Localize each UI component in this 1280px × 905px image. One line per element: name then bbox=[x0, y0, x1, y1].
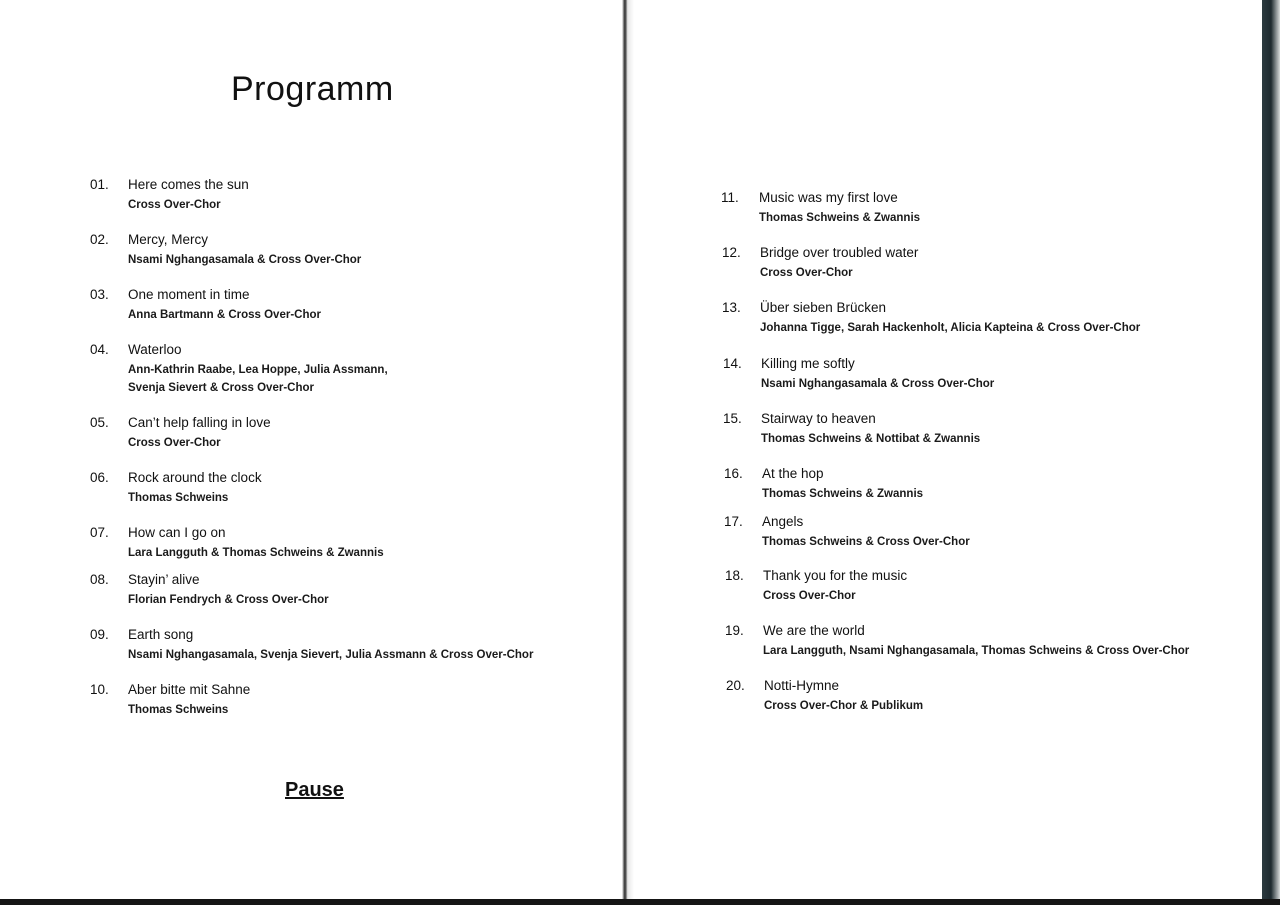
performer-line: Lara Langguth & Thomas Schweins & Zwannis bbox=[128, 547, 384, 559]
entry-song-title: Waterloo bbox=[128, 342, 182, 357]
entry-performers bbox=[763, 587, 856, 605]
performer-line: Cross Over-Chor bbox=[760, 267, 853, 279]
performer-line: Nsami Nghangasamala & Cross Over-Chor bbox=[761, 378, 995, 390]
entry-number: 19. bbox=[725, 623, 744, 638]
performer-line: Ann-Kathrin Raabe, Lea Hoppe, Julia Assmann, bbox=[128, 364, 388, 376]
entry-performers bbox=[128, 701, 228, 719]
performer-line: Florian Fendrych & Cross Over-Chor bbox=[128, 594, 329, 606]
entry-number: 20. bbox=[726, 678, 745, 693]
entry-number: 13. bbox=[722, 300, 741, 315]
entry-performers bbox=[128, 434, 221, 452]
performer-line: Thomas Schweins & Cross Over-Chor bbox=[762, 536, 970, 548]
entry-performers bbox=[763, 642, 1189, 660]
entry-song-title: Here comes the sun bbox=[128, 177, 249, 192]
performer-line: Cross Over-Chor bbox=[128, 199, 221, 211]
entry-performers bbox=[128, 251, 361, 269]
entry-song-title: Mercy, Mercy bbox=[128, 232, 208, 247]
entry-performers bbox=[762, 485, 923, 503]
entry-number: 15. bbox=[723, 411, 742, 426]
entry-song-title: Aber bitte mit Sahne bbox=[128, 682, 251, 697]
entry-performers bbox=[764, 697, 923, 715]
entry-song-title: Rock around the clock bbox=[128, 470, 262, 485]
entry-number: 03. bbox=[90, 287, 109, 302]
entry-number: 02. bbox=[90, 232, 109, 247]
entry-song-title: Über sieben Brücken bbox=[760, 300, 887, 315]
entry-performers bbox=[760, 319, 1140, 337]
entry-performers bbox=[128, 489, 228, 507]
entry-song-title: Music was my first love bbox=[759, 190, 898, 205]
entry-number: 01. bbox=[90, 177, 109, 192]
entry-performers bbox=[128, 544, 384, 562]
performer-line: Cross Over-Chor & Publikum bbox=[764, 700, 924, 712]
page-fold-shadow bbox=[628, 0, 634, 905]
entry-song-title: Stairway to heaven bbox=[761, 411, 876, 426]
entry-performers bbox=[760, 264, 853, 282]
left-page bbox=[0, 0, 625, 905]
performer-line: Thomas Schweins & Nottibat & Zwannis bbox=[761, 433, 981, 445]
entry-song-title: Earth song bbox=[128, 627, 194, 642]
entry-number: 17. bbox=[724, 514, 743, 529]
performer-line: Nsami Nghangasamala & Cross Over-Chor bbox=[128, 254, 362, 266]
entry-performers bbox=[128, 591, 329, 609]
entry-number: 18. bbox=[725, 568, 744, 583]
entry-song-title: Angels bbox=[762, 514, 804, 529]
entry-song-title: How can I go on bbox=[128, 525, 226, 540]
performer-line: Thomas Schweins bbox=[128, 492, 229, 504]
entry-song-title: Bridge over troubled water bbox=[760, 245, 919, 260]
entry-number: 08. bbox=[90, 572, 109, 587]
pause-heading: Pause bbox=[285, 779, 344, 801]
entry-song-title: We are the world bbox=[763, 623, 865, 638]
scan-edge-bottom bbox=[0, 899, 1280, 905]
entry-song-title: Stayin’ alive bbox=[128, 572, 200, 587]
performer-line: Svenja Sievert & Cross Over-Chor bbox=[128, 382, 314, 394]
entry-number: 16. bbox=[724, 466, 743, 481]
performer-line: Lara Langguth, Nsami Nghangasamala, Thomas Schweins & Cross Over-Chor bbox=[763, 645, 1190, 657]
entry-song-title: Thank you for the music bbox=[763, 568, 908, 583]
entry-number: 12. bbox=[722, 245, 741, 260]
entry-performers bbox=[128, 646, 533, 664]
entry-number: 09. bbox=[90, 627, 109, 642]
performer-line: Thomas Schweins & Zwannis bbox=[762, 488, 924, 500]
performer-line: Cross Over-Chor bbox=[763, 590, 856, 602]
entry-song-title: Can’t help falling in love bbox=[128, 415, 271, 430]
entry-performers bbox=[128, 196, 221, 214]
entry-song-title: At the hop bbox=[762, 466, 824, 481]
entry-number: 05. bbox=[90, 415, 109, 430]
entry-number: 14. bbox=[723, 356, 742, 371]
performer-line: Cross Over-Chor bbox=[128, 437, 221, 449]
scan-edge-right bbox=[1262, 0, 1280, 905]
entry-number: 11. bbox=[721, 190, 739, 205]
entry-number: 10. bbox=[90, 682, 109, 697]
entry-performers bbox=[128, 306, 321, 324]
performer-line: Thomas Schweins & Zwannis bbox=[759, 212, 921, 224]
performer-line: Anna Bartmann & Cross Over-Chor bbox=[128, 309, 321, 321]
performer-line: Johanna Tigge, Sarah Hackenholt, Alicia Kapteina & Cross Over-Chor bbox=[760, 322, 1141, 334]
performer-line: Nsami Nghangasamala, Svenja Sievert, Julia Assmann & Cross Over-Chor bbox=[128, 649, 534, 661]
entry-performers bbox=[761, 430, 980, 448]
entry-song-title: Killing me softly bbox=[761, 356, 855, 371]
entry-performers bbox=[761, 375, 994, 393]
entry-performers bbox=[762, 533, 970, 551]
entry-performers bbox=[759, 209, 920, 227]
right-page bbox=[632, 0, 1262, 905]
entry-song-title: Notti-Hymne bbox=[764, 678, 840, 693]
entry-song-title: One moment in time bbox=[128, 287, 250, 302]
entry-performers bbox=[128, 361, 388, 397]
performer-line: Thomas Schweins bbox=[128, 704, 229, 716]
entry-number: 04. bbox=[90, 342, 109, 357]
entry-number: 07. bbox=[90, 525, 109, 540]
entry-number: 06. bbox=[90, 470, 109, 485]
page-title: Programm bbox=[231, 70, 394, 108]
